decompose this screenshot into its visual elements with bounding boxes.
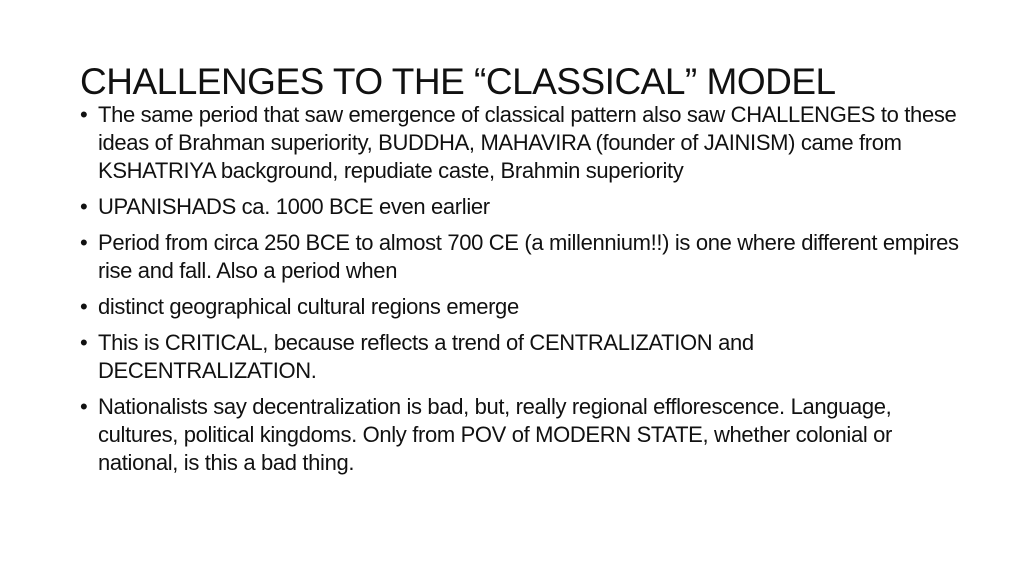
slide-title: CHALLENGES TO THE “CLASSICAL” MODEL [80,61,836,102]
bullet-item [80,393,960,477]
bullet-text: UPANISHADS ca. 1000 BCE even earlier [98,194,490,219]
bullet-item [80,293,960,321]
bullet-text: The same period that saw emergence of classical pattern also saw CHALLENGES to these ideas of Brahman superiority, BUDDHA, MAHAVIRA (founder of JAINISM) came from KSHATRIYA background, repudiate caste, Brahmin superiority [98,102,957,183]
bullet-item [80,101,960,185]
bullet-text: This is CRITICAL, because reflects a trend of CENTRALIZATION and DECENTRALIZATION. [98,330,754,383]
bullet-icon: • [80,102,88,127]
bullet-text: distinct geographical cultural regions emerge [98,294,519,319]
bullet-icon: • [80,294,88,319]
bullet-icon: • [80,330,88,355]
bullet-icon: • [80,230,88,255]
bullet-text: Nationalists say decentralization is bad, but, really regional efflorescence. Language, cultures, political kingdoms. Only from POV of MODERN STATE, whether colonial or national, is this a bad thing. [98,394,893,475]
bullet-item [80,193,960,221]
bullet-icon: • [80,194,88,219]
bullet-list [80,101,960,485]
bullet-text: Period from circa 250 BCE to almost 700 CE (a millennium!!) is one where different empires rise and fall. Also a period when [98,230,959,283]
bullet-icon: • [80,394,88,419]
bullet-item [80,229,960,285]
bullet-item [80,329,960,385]
